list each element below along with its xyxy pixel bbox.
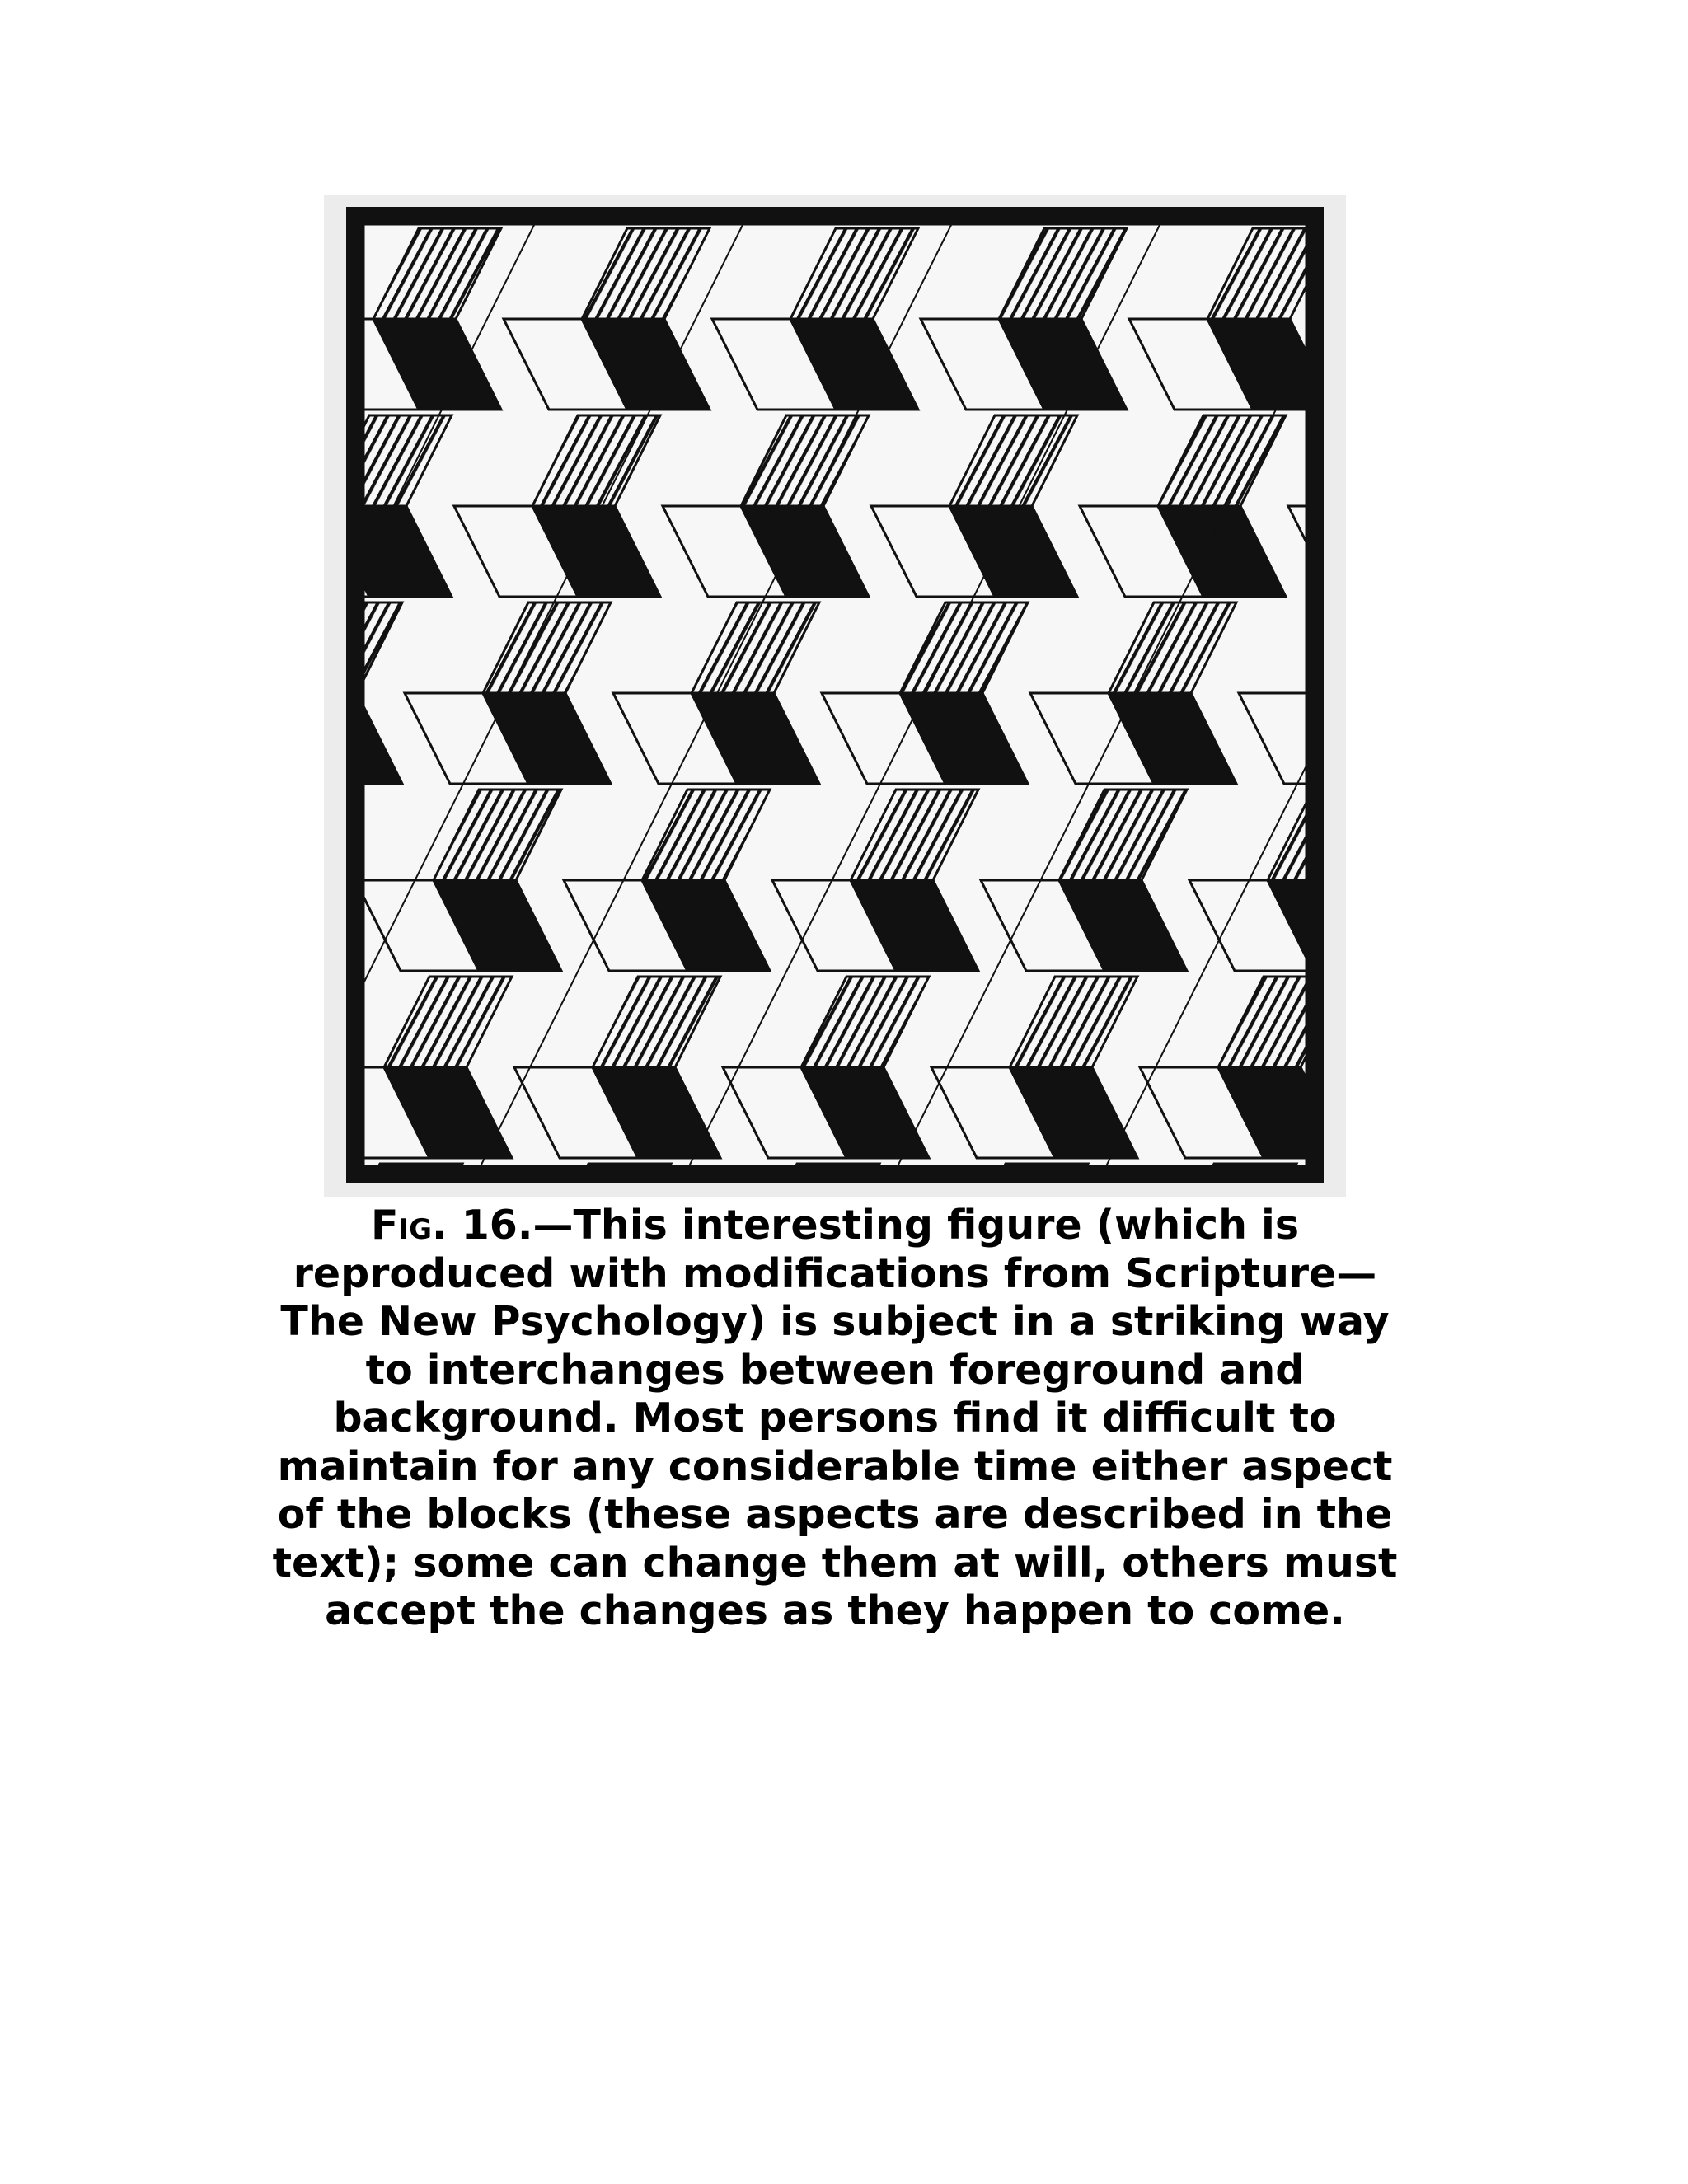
caption-line-9: accept the changes as they happen to come. xyxy=(325,1587,1345,1634)
caption-line-1 xyxy=(272,1202,1398,1250)
figure-label: Fig. xyxy=(370,1202,448,1249)
caption-line-5: background. Most persons find it difficult to xyxy=(333,1394,1337,1441)
white-face xyxy=(1338,319,1346,410)
illusion-figure xyxy=(324,195,1346,1197)
figure-caption xyxy=(272,1202,1398,1636)
lattice-line xyxy=(324,195,340,1197)
caption-line-2: reproduced with modifications from Scripture— xyxy=(293,1249,1377,1297)
caption-line-1-text: 16.—This interesting figure (which is xyxy=(461,1202,1299,1249)
caption-line-6: maintain for any considerable time either aspect xyxy=(277,1442,1393,1490)
caption-line-3: The New Psychology) is subject in a striking way xyxy=(280,1298,1390,1345)
caption-line-8: text); some can change them at will, others must xyxy=(272,1539,1398,1586)
caption-line-7: of the blocks (these aspects are described in the xyxy=(277,1491,1393,1538)
caption-line-4: to interchanges between foreground and xyxy=(365,1346,1305,1394)
block-illusion-drawing xyxy=(324,195,1346,1197)
dark-face xyxy=(324,195,342,223)
